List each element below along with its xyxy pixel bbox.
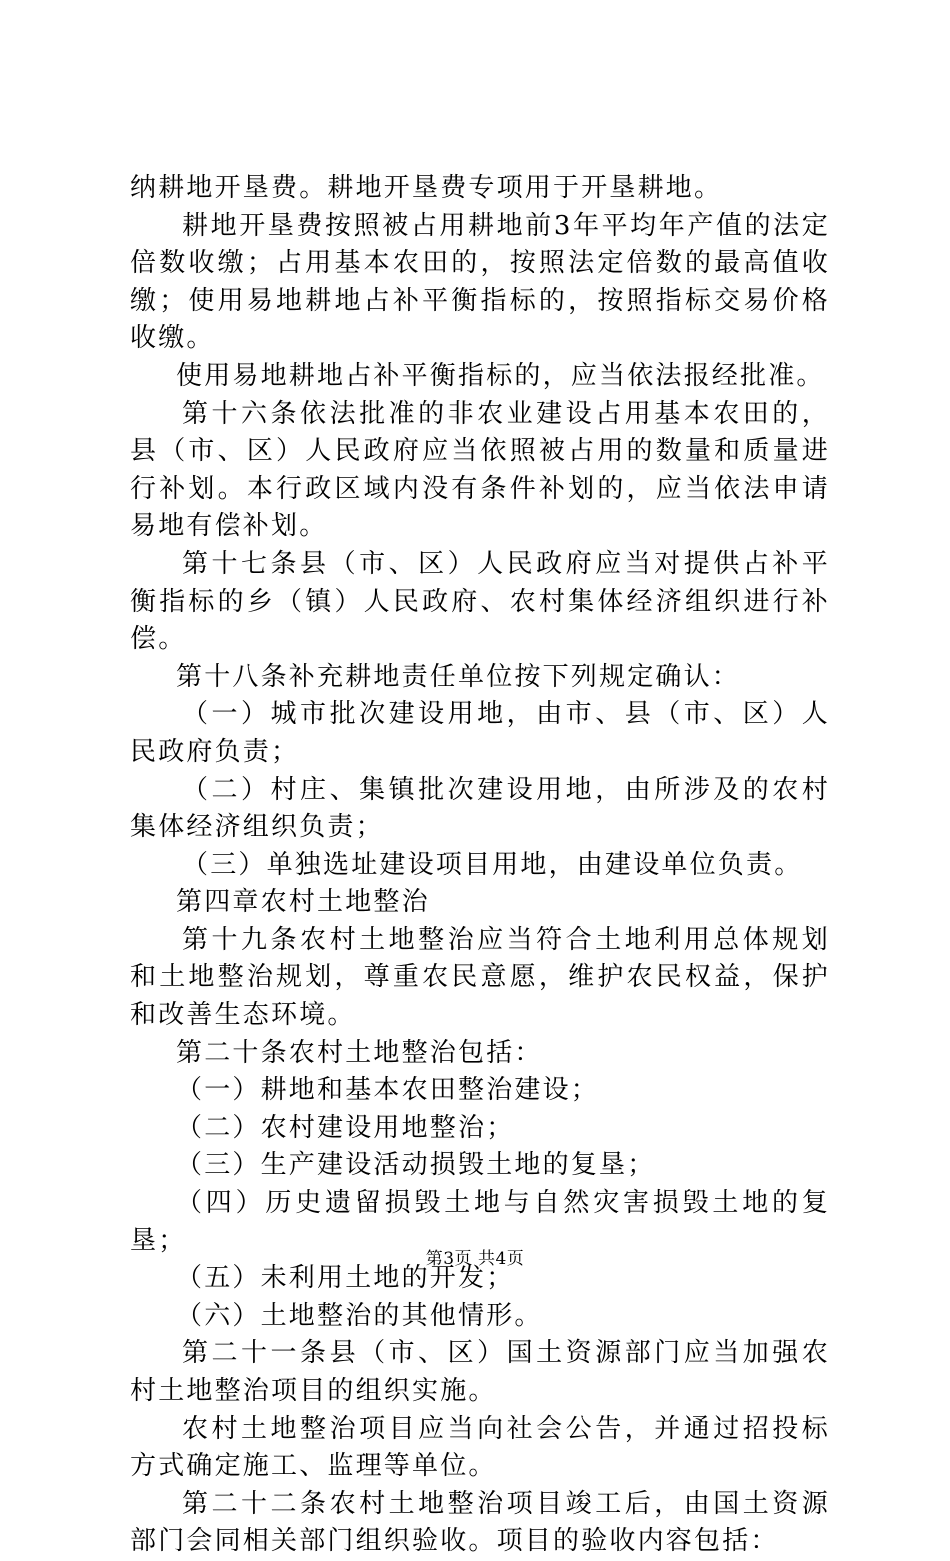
list-item: （二）村庄、集镇批次建设用地，由所涉及的农村集体经济组织负责； <box>130 774 830 843</box>
paragraph: 农村土地整治项目应当向社会公告，并通过招投标方式确定施工、监理等单位。 <box>130 1413 830 1482</box>
list-item: （一）耕地和基本农田整治建设； <box>176 1075 600 1106</box>
list-item: （三）生产建设活动损毁土地的复垦； <box>176 1150 656 1181</box>
article-19: 第十九条农村土地整治应当符合土地利用总体规划和土地整治规划，尊重农民意愿，维护农民权益，保护和改善生态环境。 <box>130 924 830 1031</box>
page-number-footer: 第3页 共4页 <box>425 1249 525 1269</box>
list-item: （五）未利用土地的开发； <box>176 1263 515 1294</box>
paragraph: 使用易地耕地占补平衡指标的，应当依法报经批准。 <box>176 360 825 391</box>
list-item: （一）城市批次建设用地，由市、县（市、区）人民政府负责； <box>130 699 830 767</box>
paragraph: 纳耕地开垦费。耕地开垦费专项用于开垦耕地。 <box>130 173 723 203</box>
article-22: 第二十二条农村土地整治项目竣工后，由国土资源部门会同相关部门组织验收。项目的验收内容包括： <box>130 1488 830 1557</box>
chapter-heading: 第四章农村土地整治 <box>176 887 430 918</box>
article-20: 第二十条农村土地整治包括： <box>176 1037 543 1068</box>
list-item: （六）土地整治的其他情形。 <box>176 1300 543 1331</box>
article-21: 第二十一条县（市、区）国土资源部门应当加强农村土地整治项目的组织实施。 <box>130 1338 830 1406</box>
document-body <box>130 170 830 1561</box>
article-18: 第十八条补充耕地责任单位按下列规定确认： <box>176 661 741 692</box>
list-item: （二）农村建设用地整治； <box>176 1112 515 1143</box>
article-17: 第十七条县（市、区）人民政府应当对提供占补平衡指标的乡（镇）人民政府、农村集体经济组织进行补偿。 <box>130 548 830 655</box>
paragraph: 耕地开垦费按照被占用耕地前3年平均年产值的法定倍数收缴；占用基本农田的，按照法定倍数的最高值收缴；使用易地耕地占补平衡指标的，按照指标交易价格收缴。 <box>130 210 830 354</box>
list-item: （三）单独选址建设项目用地，由建设单位负责。 <box>182 849 803 880</box>
article-16: 第十六条依法批准的非农业建设占用基本农田的，县（市、区）人民政府应当依照被占用的数量和质量进行补划。本行政区域内没有条件补划的，应当依法申请易地有偿补划。 <box>130 398 830 542</box>
list-item: （四）历史遗留损毁土地与自然灾害损毁土地的复垦； <box>130 1188 830 1256</box>
